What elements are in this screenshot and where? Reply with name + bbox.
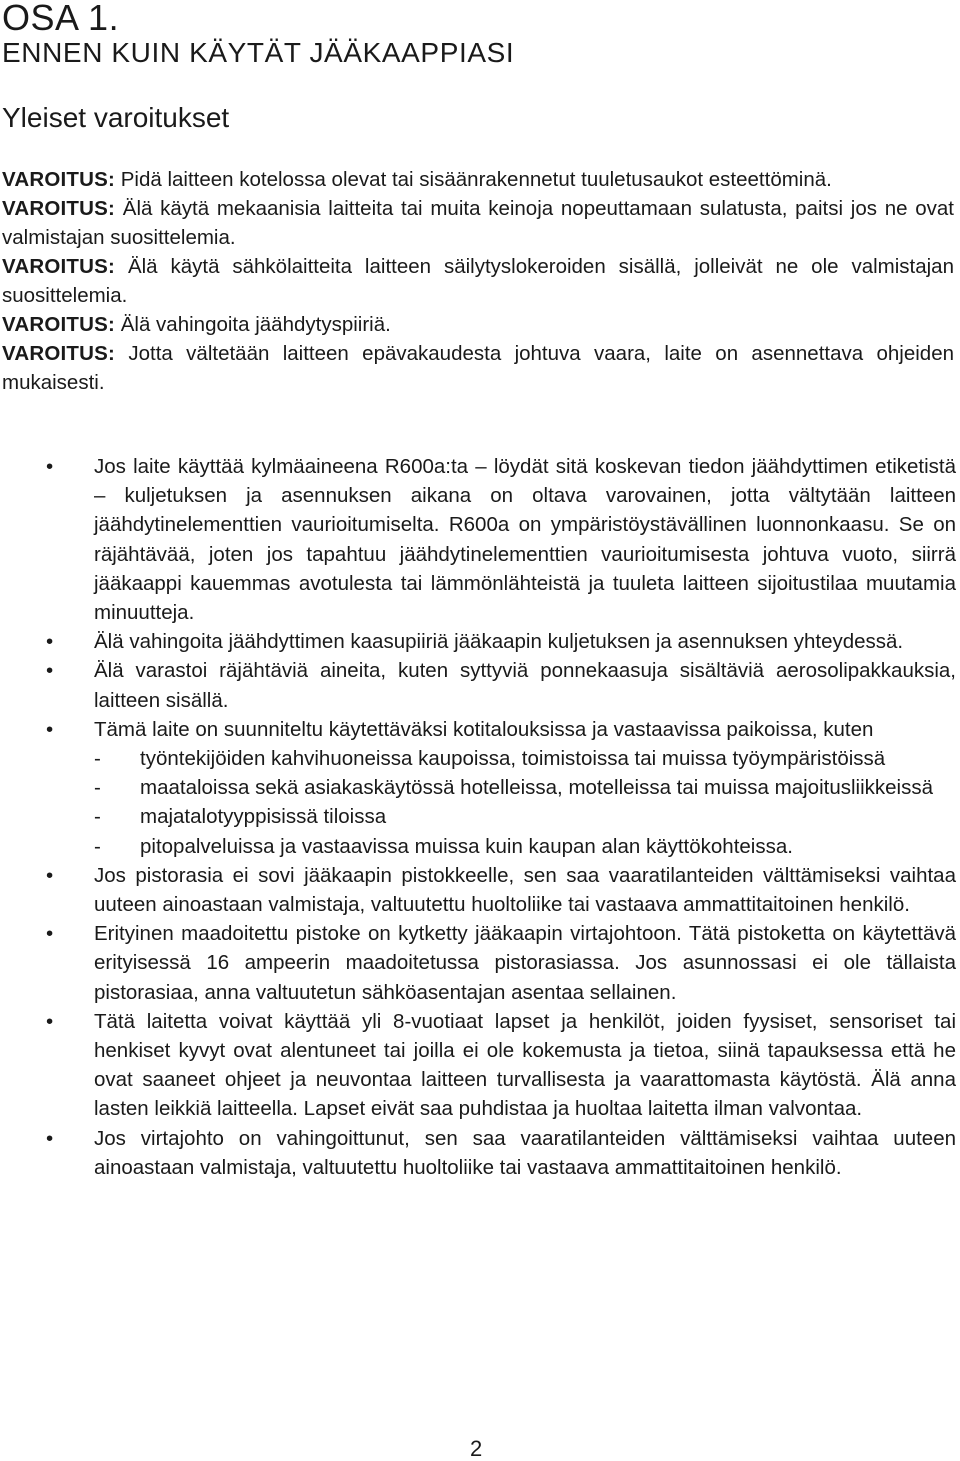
warning-text: Pidä laitteen kotelossa olevat tai sisäänrakennetut tuuletusaukot esteettöminä.	[120, 168, 832, 191]
sub-item	[94, 744, 956, 773]
bullet-item-grounded-plug	[0, 919, 956, 1007]
sub-item-text: työntekijöiden kahvihuoneissa kaupoissa, toimistoissa tai muissa työympäristöissä	[140, 747, 886, 771]
warning-item	[2, 194, 954, 252]
bullet-text: Jos virtajohto on vahingoittunut, sen saa vaaratilanteiden välttämiseksi vaihtaa uuteen ainoastaan valmistaja, valtuutettu huoltoliike tai vastaava ammattitaitoinen henkilö.	[94, 1126, 956, 1179]
bullet-text: Erityinen maadoitettu pistoke on kytketty jääkaapin virtajohtoon. Tätä pistoketta on käytettävä erityisessä 16 ampeerin maadoitetussa pistorasiassa. Jos asunnossasi ei ole tällaista pistorasiaa, anna valtuutetun sähköasentajan asentaa sellainen.	[94, 922, 956, 1004]
dash-icon: -	[94, 834, 101, 858]
bullet-item-gas-circuit	[0, 627, 956, 656]
dash-icon: -	[94, 747, 101, 771]
section-title: Yleiset varoitukset	[2, 102, 230, 133]
warning-label: VAROITUS:	[2, 313, 116, 336]
sub-item-text: pitopalveluissa ja vastaavissa muissa kuin kaupan alan käyttökohteissa.	[140, 834, 793, 858]
bullet-icon: •	[46, 717, 54, 741]
warning-text: Älä käytä mekaanisia laitteita tai muita keinoja nopeuttamaan sulatusta, paitsi jos ne ovat valmistajan suosittelemia.	[2, 197, 954, 249]
bullet-item-intended-use	[0, 715, 956, 861]
bullet-item-power-cord	[0, 1124, 956, 1182]
bullet-text: Älä varastoi räjähtäviä aineita, kuten syttyviä ponnekaasuja sisältäviä aerosolipakkauksia, laitteen sisällä.	[94, 659, 956, 712]
warning-label: VAROITUS:	[2, 168, 116, 191]
bullet-text: Tätä laitetta voivat käyttää yli 8-vuotiaat lapset ja henkilöt, joiden fyysiset, sensoriset tai henkiset kyvyt ovat alentuneet tai joilla ei ole kokemusta ja tietoa, siinä tapauksessa että he ovat saaneet ohjeet ja neuvontaa laitteen turvallisesta ja vaarattomasta käytöstä. Älä anna lasten leikkiä laitteella. Lapset eivät saa puhdistaa ja huoltaa laitetta ilman valvontaa.	[94, 1009, 956, 1121]
bullet-icon: •	[46, 922, 54, 946]
chapter-title: ENNEN KUIN KÄYTÄT JÄÄKAAPPIASI	[2, 37, 515, 68]
sub-item-text: majatalotyyppisissä tiloissa	[140, 805, 387, 829]
bullet-text: Jos pistorasia ei sovi jääkaapin pistokkeelle, sen saa vaaratilanteiden välttämiseksi vaihtaa uuteen ainoastaan valmistaja, valtuutettu huoltoliike tai vastaava ammattitaitoinen henkilö.	[94, 863, 956, 917]
warning-label: VAROITUS:	[2, 197, 116, 220]
bullet-icon: •	[46, 1009, 54, 1033]
bullet-item-socket	[0, 861, 956, 919]
warning-item	[2, 339, 954, 397]
bullet-icon: •	[46, 1126, 54, 1150]
warning-text: Jotta vältetään laitteen epävakaudesta johtuva vaara, laite on asennettava ohjeiden mukaisesti.	[2, 342, 954, 394]
warning-label: VAROITUS:	[2, 255, 116, 278]
sub-item	[94, 802, 956, 831]
usage-sublist	[94, 744, 956, 861]
warning-label: VAROITUS:	[2, 342, 116, 365]
bullet-text: Tämä laite on suunniteltu käytettäväksi kotitalouksissa ja vastaavissa paikoissa, kuten	[94, 717, 874, 741]
page-number: 2	[470, 1436, 483, 1461]
bullet-text: Älä vahingoita jäähdyttimen kaasupiiriä jääkaapin kuljetuksen ja asennuksen yhteydessä.	[94, 630, 904, 654]
warning-item	[2, 252, 954, 310]
safety-bullet-list	[0, 452, 956, 1182]
bullet-icon: •	[46, 863, 54, 887]
bullet-text: Jos laite käyttää kylmäaineena R600a:ta – löydät sitä koskevan tiedon jäähdyttimen etiketistä – kuljetuksen ja asennuksen aikana on oltava varovainen, jotta vältytään laitteen jäähdytinelementtien vaurioitumiselta. R600a on ympäristöystävällinen luonnonkaasu. Se on räjähtävää, joten jos tapahtuu jäähdytinelementtien vaurioitumisesta johtuva vuoto, siirrä jääkaappi kauemmas avotulesta tai lämmönlähteistä ja tuuleta laitteen sijoitustilaa muutamia minuutteja.	[94, 455, 956, 625]
bullet-icon: •	[46, 455, 54, 478]
sub-item	[94, 832, 956, 861]
warning-text: Älä vahingoita jäähdytyspiiriä.	[120, 313, 391, 336]
bullet-item-children	[0, 1007, 956, 1124]
dash-icon: -	[94, 776, 101, 800]
warning-text: Älä käytä sähkölaitteita laitteen säilytyslokeroiden sisällä, jolleivät ne ole valmistajan suosittelemia.	[2, 255, 954, 307]
warning-item	[2, 310, 954, 339]
sub-item-text: maataloissa sekä asiakaskäytössä hotelleissa, motelleissa tai muissa majoitusliikkeissä	[140, 776, 934, 800]
warning-item	[2, 165, 954, 194]
warnings-block	[2, 165, 954, 397]
part-title: OSA 1.	[2, 0, 120, 38]
bullet-icon: •	[46, 630, 54, 654]
bullet-icon: •	[46, 659, 54, 683]
bullet-item-refrigerant	[0, 452, 956, 627]
sub-item	[94, 773, 956, 802]
bullet-item-explosives	[0, 656, 956, 714]
dash-icon: -	[94, 805, 101, 829]
